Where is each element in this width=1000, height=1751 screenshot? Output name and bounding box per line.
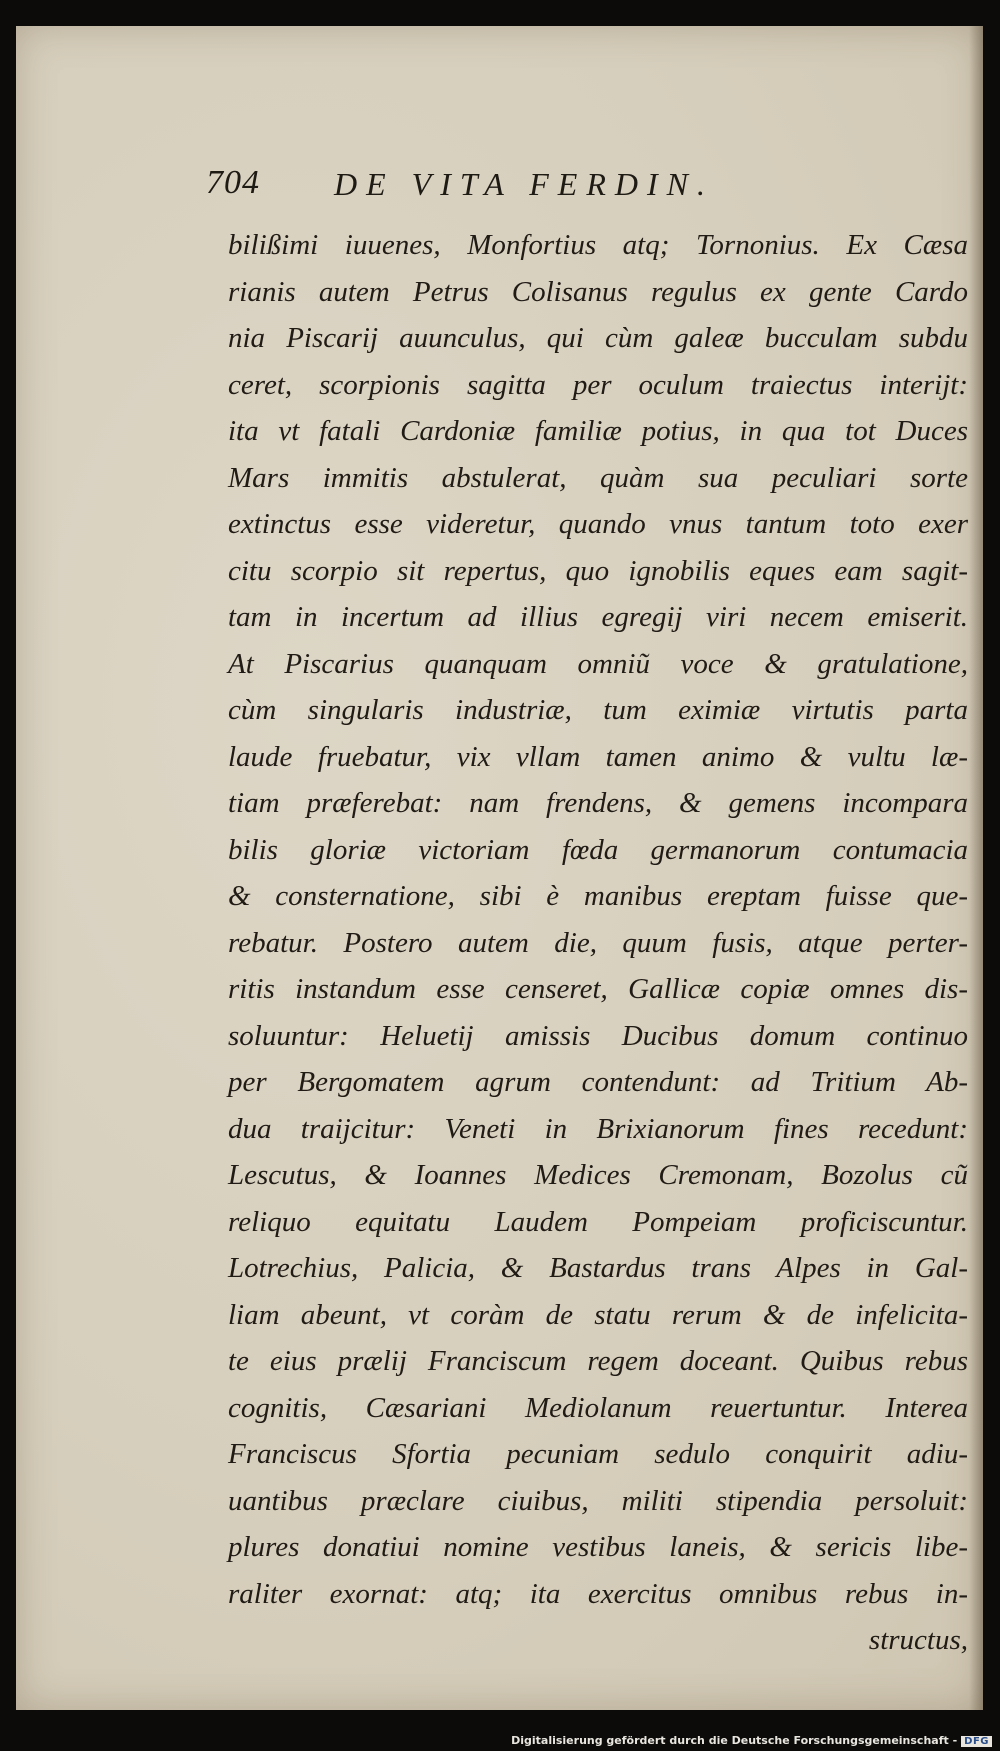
running-head: DE VITA FERDIN. [334,166,714,202]
text-line: tiam præferebat: nam frendens, & gemens incompara [228,787,968,819]
text-line: raliter exornat: atq; ita exercitus omnibus rebus in- [228,1577,968,1610]
text-line: cognitis, Cæsariani Mediolanum reuertuntur. Interea [228,1391,968,1424]
text-line: dua traijcitur: Veneti in Brixianorum fines recedunt: [228,1112,968,1145]
text-line: reliquo equitatu Laudem Pompeiam proficiscuntur. [228,1205,968,1238]
dfg-logo: DFG [961,1736,992,1747]
text-line: plures donatiui nomine vestibus laneis, & sericis libe- [228,1531,968,1563]
page-header [206,164,826,214]
text-line: bilis gloriæ victoriam fœda germanorum contumacia [228,833,968,866]
book-page [16,26,983,1710]
page-number: 704 [206,164,260,201]
text-line: rebatur. Postero autem die, quum fusis, atque perter- [228,926,968,959]
text-line: per Bergomatem agrum contendunt: ad Tritium Ab- [228,1066,968,1098]
digitization-credit [511,1734,992,1747]
text-line: Lescutus, & Ioannes Medices Cremonam, Bozolus cũ [228,1159,968,1191]
body-text [228,222,968,1664]
text-line: Franciscus Sfortia pecuniam sedulo conquirit adiu- [228,1438,968,1470]
text-line: bilißimi iuuenes, Monfortius atq; Tornonius. Ex Cæsa [228,229,968,261]
text-line: Lotrechius, Palicia, & Bastardus trans Alpes in Gal- [228,1252,968,1284]
text-line: Mars immitis abstulerat, quàm sua peculiari sorte [228,461,968,494]
text-line: nia Piscarij auunculus, qui cùm galeæ bucculam subdu [228,322,968,354]
text-line: laude fruebatur, vix vllam tamen animo & vultu læ- [228,740,968,773]
text-line: te eius prælij Franciscum regem doceant. Quibus rebus [228,1345,968,1377]
text-line: soluuntur: Heluetij amissis Ducibus domum continuo [228,1019,968,1052]
text-line: At Piscarius quanquam omniũ voce & gratulatione, [228,647,968,680]
text-line: citu scorpio sit repertus, quo ignobilis eques eam sagit- [228,554,968,587]
text-line: uantibus præclare ciuibus, militi stipendia persoluit: [228,1484,968,1517]
text-line: ceret, scorpionis sagitta per oculum traiectus interijt: [228,368,968,401]
text-line: & consternatione, sibi è manibus ereptam fuisse que- [228,880,968,912]
catchword: structus, [868,1624,968,1656]
text-line: liam abeunt, vt coràm de statu rerum & de infelicita- [228,1298,968,1331]
text-line: ita vt fatali Cardoniæ familiæ potius, in qua tot Duces [228,415,968,447]
page-gutter-shadow [969,26,983,1710]
credit-text: Digitalisierung gefördert durch die Deutsche Forschungsgemeinschaft - [511,1734,958,1747]
text-line: ritis instandum esse censeret, Gallicæ copiæ omnes dis- [228,973,968,1005]
text-line: cùm singularis industriæ, tum eximiæ virtutis parta [228,694,968,726]
text-line: extinctus esse videretur, quando vnus tantum toto exer [228,508,968,540]
text-line: tam in incertum ad illius egregij viri necem emiserit. [228,601,968,633]
text-line: rianis autem Petrus Colisanus regulus ex gente Cardo [228,275,968,308]
